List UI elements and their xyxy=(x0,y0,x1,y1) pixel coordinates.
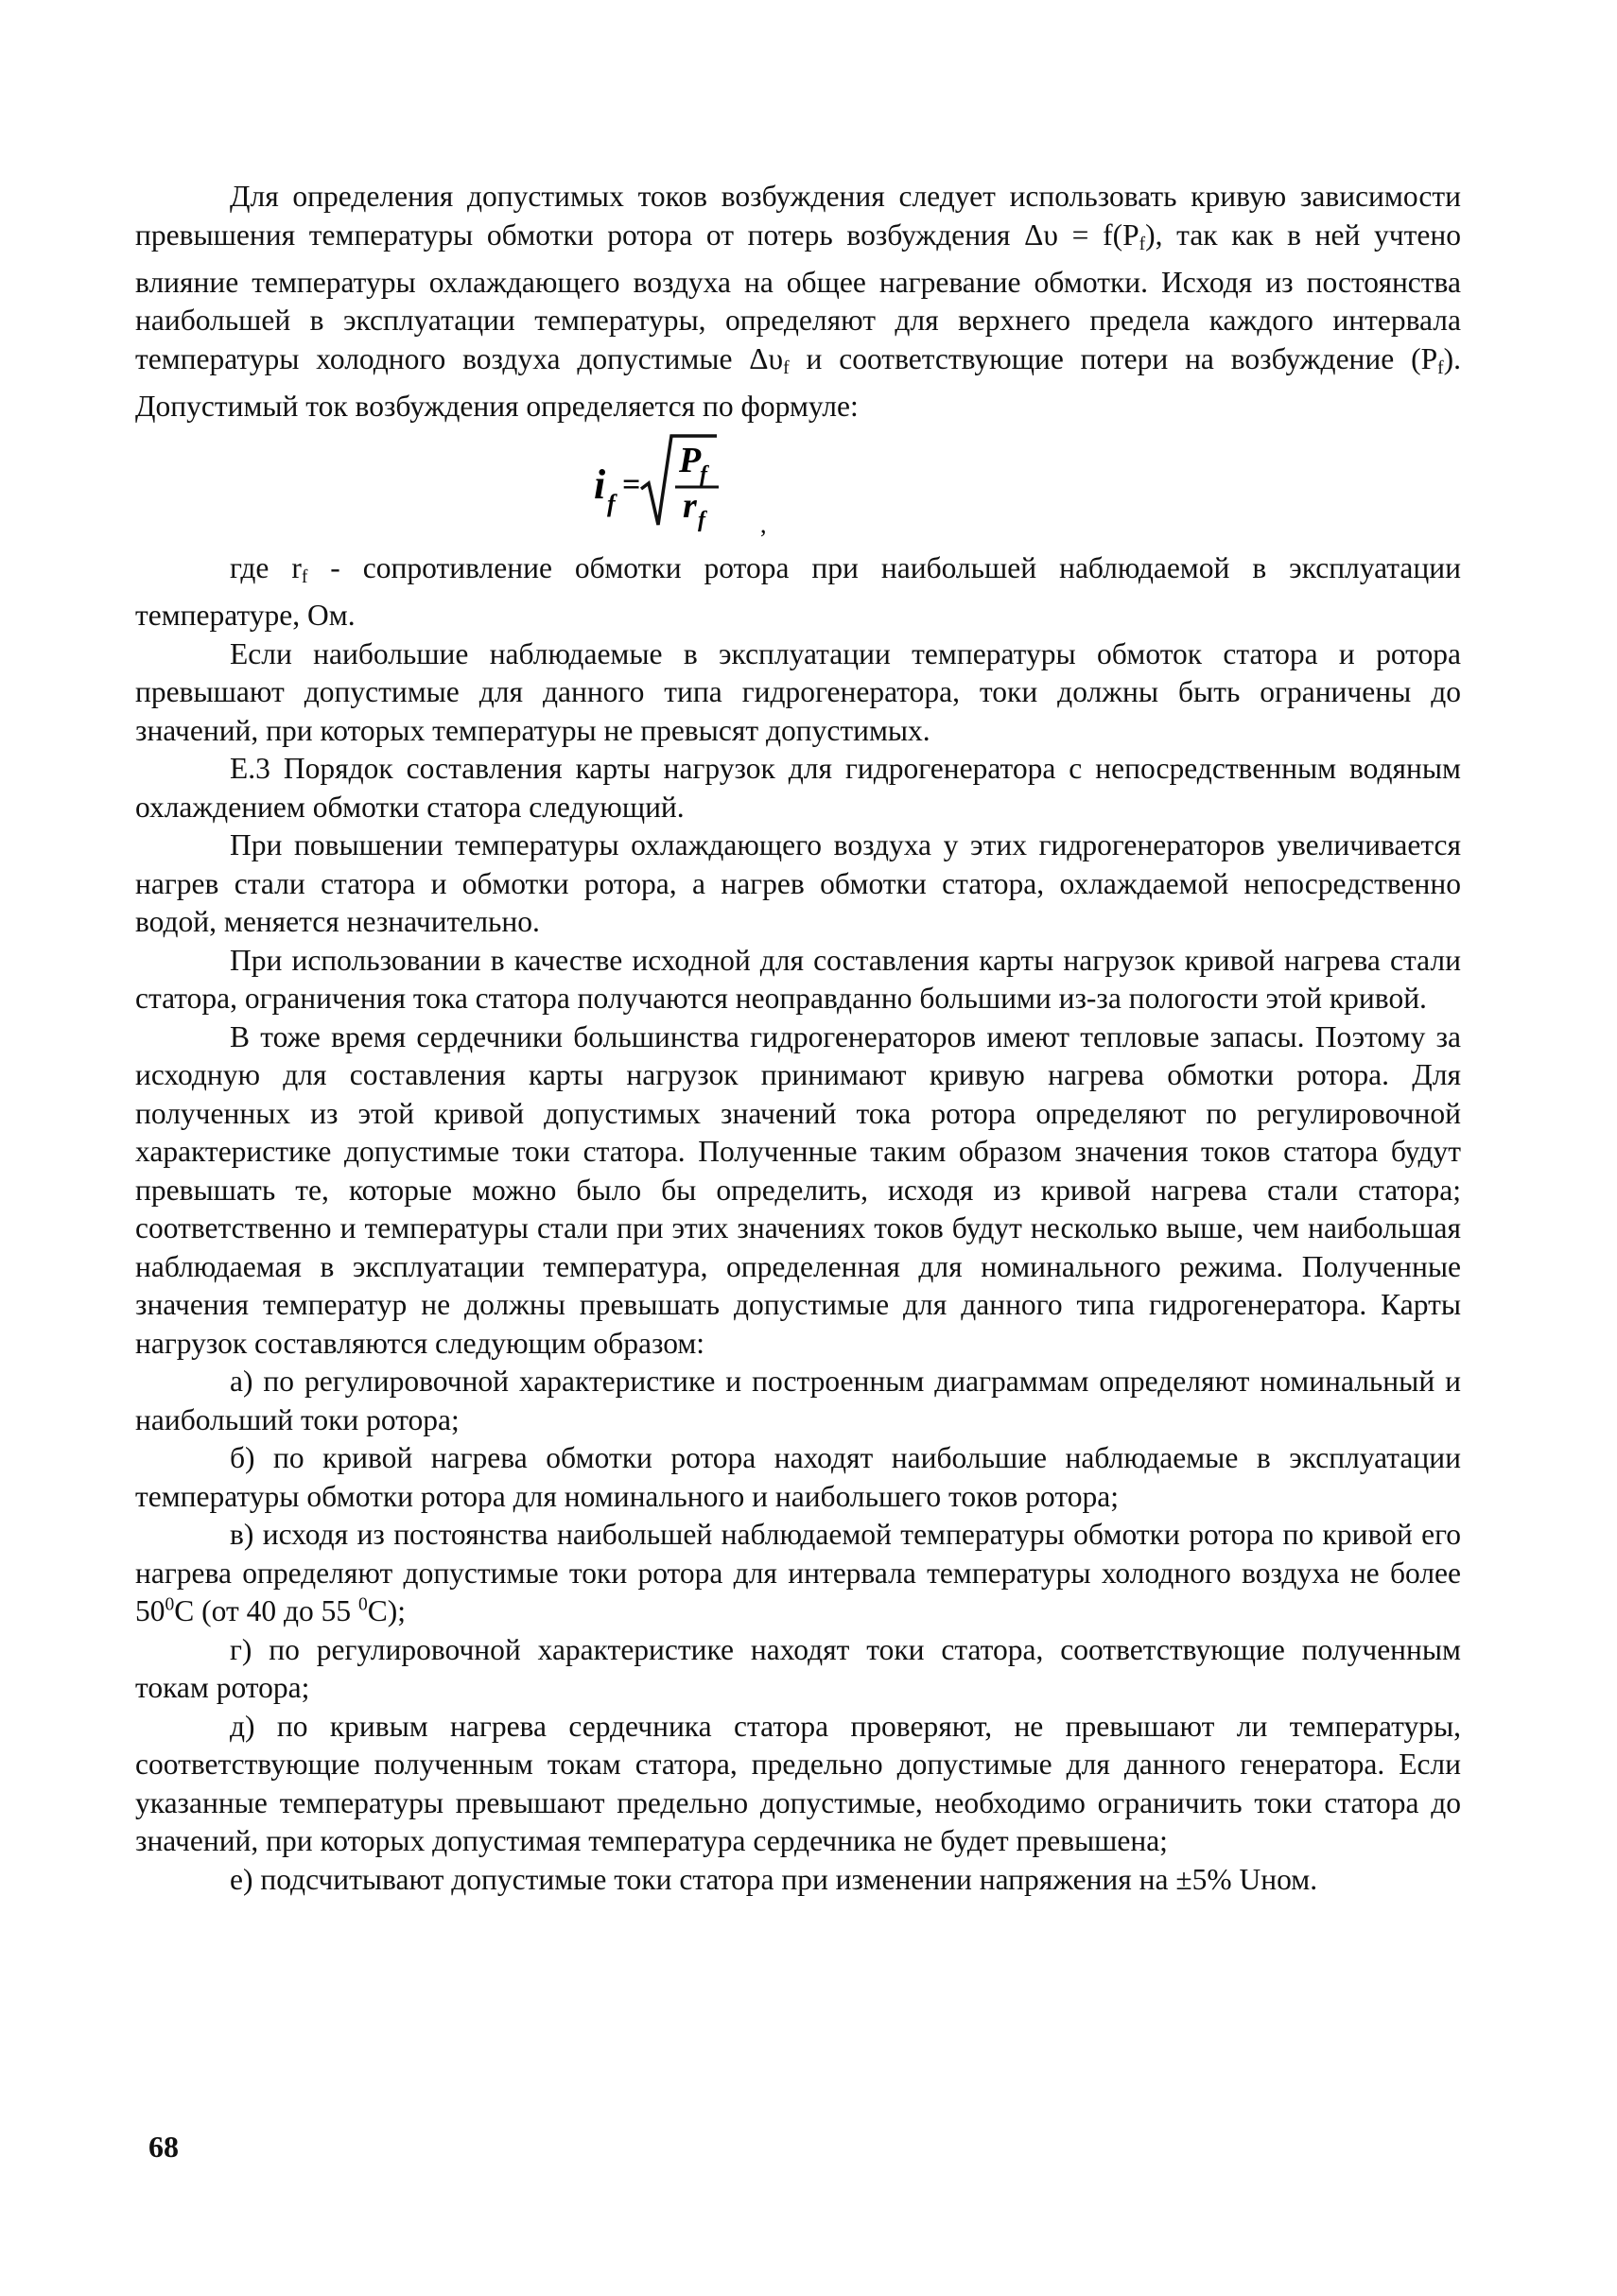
superscript: 0 xyxy=(165,1594,175,1615)
text-run: и соответствующие потери на возбуждение (P xyxy=(789,341,1438,375)
page-number: 68 xyxy=(148,2130,179,2164)
formula-comma: , xyxy=(760,510,767,538)
paragraph-thermal-reserve: В тоже время сердечники большинства гидрогенераторов имеют тепловые запасы. Поэтому за исходную для составления карты нагрузок принимают кривую нагрева обмотки ротора. Для полученных из этой кривой допустимых значений тока ротора определяют по регулировочной характеристике допустимые токи статора. Полученные таким образом значения токов статора будут превышать те, которые можно было бы определить, исходя из кривой нагрева стали статора; соответственно и температуры стали при этих значениях токов будут несколько выше, чем наибольшая наблюдаемая в эксплуатации температура, определенная для номинального режима. Полученные значения температур не должны превышать допустимые для данного типа гидрогенератора. Карты нагрузок составляются следующим образом: xyxy=(135,1019,1461,1360)
list-item-e: е) подсчитывают допустимые токи статора при изменении напряжения на ±5% Uном. xyxy=(230,1862,1318,1896)
formula-numerator-sub: f xyxy=(700,461,707,487)
text-run: где r xyxy=(230,550,302,584)
list-item-v xyxy=(135,1516,1461,1631)
text-run: ). Допустимый ток возбуждения определяется по формуле: xyxy=(135,341,1461,424)
formula-denominator-sub: f xyxy=(698,507,705,532)
paragraph-cooling-air: При повышении температуры охлаждающего воздуха у этих гидрогенераторов увеличивается нагрев стали статора и обмотки ротора, а нагрев обмотки статора, охлаждаемой непосредственно водой, меняется незначительно. xyxy=(135,828,1461,939)
body-text xyxy=(135,178,1461,1899)
formula-denominator: r xyxy=(683,485,697,526)
text-run: С); xyxy=(367,1594,407,1628)
subscript: f xyxy=(783,357,790,378)
paragraph-excitation-curve xyxy=(135,178,1461,426)
formula-equals: = xyxy=(622,466,641,502)
text-run: ), так как в ней учтено влияние температуры охлаждающего воздуха на общее нагревание обмотки. Исходя из постоянства наибольшей в эксплуатации температуры, определяют для верхнего предела каждого интервала температуры холодного воздуха допустимые Δυ xyxy=(135,217,1462,375)
paragraph-limit-currents: Если наибольшие наблюдаемые в эксплуатации температуры обмоток статора и ротора превышают допустимые для данного типа гидрогенератора, токи должны быть ограничены до значений, при которых температуры не превысят допустимых. xyxy=(135,636,1461,747)
text-run: Для определения допустимых токов возбуждения следует использовать кривую зависимости превышения температуры обмотки ротора от потерь возбуждения Δυ = f(P xyxy=(135,180,1461,252)
subscript: f xyxy=(301,566,308,587)
text-run: в) исходя из постоянства наибольшей наблюдаемой температуры обмотки ротора по кривой его нагрева определяют допустимые токи ротора для интервала температуры холодного воздуха не более 50 xyxy=(135,1518,1461,1628)
list-item-d: д) по кривым нагрева сердечника статора проверяют, не превышают ли температуры, соответствующие полученным токам статора, предельно допустимые для данного генератора. Если указанные температуры превышают предельно допустимые, необходимо ограничить токи статора до значений, при которых допустимая температура сердечника не будет превышена; xyxy=(135,1709,1461,1858)
paragraph-where xyxy=(135,549,1461,635)
formula-excitation-current xyxy=(135,430,1461,544)
text-run: С (от 40 до 55 xyxy=(174,1594,359,1628)
superscript: 0 xyxy=(358,1594,368,1615)
formula-graphic xyxy=(452,430,849,544)
paragraph-e3-heading: Е.3 Порядок составления карты нагрузок для гидрогенератора с непосредственным водяным охлаждением обмотки статора следующий. xyxy=(135,752,1461,824)
formula-lhs-sub: f xyxy=(607,489,616,517)
list-item-g: г) по регулировочной характеристике находят токи статора, соответствующие полученным токам ротора; xyxy=(135,1632,1461,1705)
paragraph-stator-steel: При использовании в качестве исходной для составления карты нагрузок кривой нагрева стали статора, ограничения тока статора получаются неоправданно большими из-за пологости этой кривой. xyxy=(135,943,1461,1016)
subscript: f xyxy=(1139,234,1146,254)
text-run: - сопротивление обмотки ротора при наибольшей наблюдаемой в эксплуатации температуре, Ом. xyxy=(135,550,1461,633)
list-item-b: б) по кривой нагрева обмотки ротора находят наибольшие наблюдаемые в эксплуатации температуры обмотки ротора для номинального и наибольшего токов ротора; xyxy=(135,1441,1461,1513)
formula-numerator: P xyxy=(679,440,702,480)
formula-lhs: i xyxy=(594,461,606,508)
subscript: f xyxy=(1437,357,1444,378)
list-item-a: а) по регулировочной характеристике и построенным диаграммам определяют номинальный и наибольший токи ротора; xyxy=(135,1365,1461,1436)
